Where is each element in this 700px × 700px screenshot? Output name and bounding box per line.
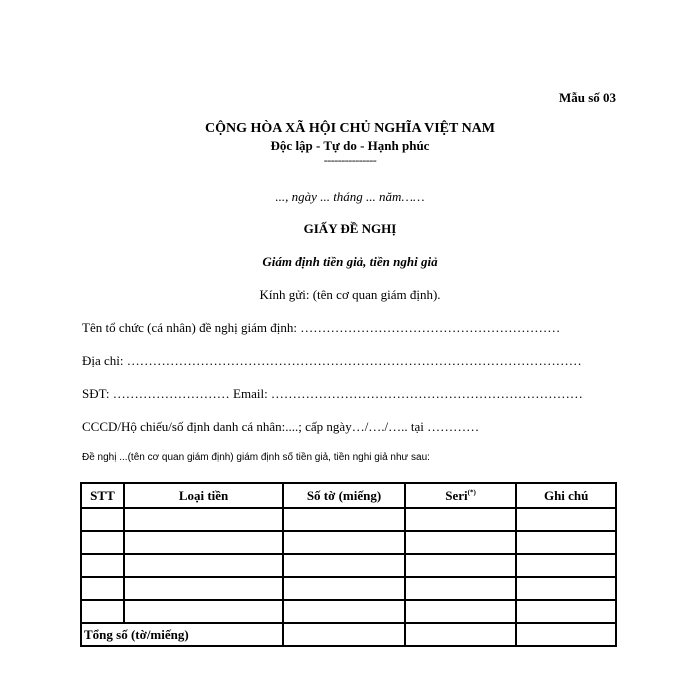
table-row xyxy=(81,554,616,577)
national-title: CỘNG HÒA XÃ HỘI CHỦ NGHĨA VIỆT NAM xyxy=(204,121,495,136)
table-cell[interactable] xyxy=(124,531,283,554)
form-number: Mẫu số 03 xyxy=(558,90,616,105)
table-cell[interactable] xyxy=(81,531,124,554)
table-cell[interactable] xyxy=(405,508,517,531)
table-cell[interactable] xyxy=(81,554,124,577)
table-cell[interactable] xyxy=(283,554,405,577)
table-cell[interactable] xyxy=(124,554,283,577)
total-notes-cell[interactable] xyxy=(516,623,616,646)
national-motto: Độc lập - Tự do - Hạnh phúc xyxy=(270,138,430,153)
table-header-row xyxy=(81,483,616,508)
table-cell[interactable] xyxy=(124,508,283,531)
request-statement: Đề nghị ...(tên cơ quan giám định) giám định số tiền giả, tiền nghi giả như sau: xyxy=(82,452,430,463)
header-serial: Seri(*) xyxy=(405,483,517,508)
table-cell[interactable] xyxy=(405,531,517,554)
document-title: GIẤY ĐỀ NGHỊ xyxy=(303,221,397,236)
table-cell[interactable] xyxy=(405,600,517,623)
table-cell[interactable] xyxy=(516,600,616,623)
table-cell[interactable] xyxy=(283,531,405,554)
header-notes: Ghi chú xyxy=(516,483,616,508)
header-sheet-count: Số tờ (miếng) xyxy=(283,483,405,508)
org-name-field: Tên tổ chức (cá nhân) đề nghị giám định: …………………………………………………… xyxy=(82,320,561,335)
table-cell[interactable] xyxy=(516,554,616,577)
table-cell[interactable] xyxy=(405,554,517,577)
recipient-line: Kính gửi: (tên cơ quan giám định). xyxy=(259,287,441,302)
table-cell[interactable] xyxy=(283,600,405,623)
address-field: Địa chỉ: …………………………………………………………………………………………… xyxy=(82,353,582,368)
total-serial-cell[interactable] xyxy=(405,623,517,646)
table-cell[interactable] xyxy=(283,508,405,531)
date-line: ..., ngày ... tháng ... năm…… xyxy=(275,189,425,204)
total-label: Tổng số (tờ/miếng) xyxy=(81,623,283,646)
total-sheet-count-cell[interactable] xyxy=(283,623,405,646)
currency-table xyxy=(80,482,617,647)
header-currency-type: Loại tiền xyxy=(124,483,283,508)
table-row xyxy=(81,577,616,600)
table-total-row xyxy=(81,623,616,646)
table-cell[interactable] xyxy=(81,577,124,600)
table-cell[interactable] xyxy=(81,600,124,623)
table-row xyxy=(81,531,616,554)
table-row xyxy=(81,600,616,623)
table-cell[interactable] xyxy=(405,577,517,600)
table-cell[interactable] xyxy=(81,508,124,531)
document-subtitle: Giám định tiền giả, tiền nghi giả xyxy=(262,254,438,269)
phone-email-field: SĐT: ……………………… Email: ……………………………………………………………… xyxy=(82,386,583,401)
table-cell[interactable] xyxy=(516,508,616,531)
table-cell[interactable] xyxy=(124,600,283,623)
header-separator: --------------- xyxy=(323,153,377,167)
table-row xyxy=(81,508,616,531)
table-cell[interactable] xyxy=(516,531,616,554)
id-info-field: CCCD/Hộ chiếu/số định danh cá nhân:....; cấp ngày…/…./….. tại ………… xyxy=(82,419,480,434)
header-stt: STT xyxy=(81,483,124,508)
table-cell[interactable] xyxy=(283,577,405,600)
serial-footnote-mark: (*) xyxy=(467,488,476,497)
table-cell[interactable] xyxy=(124,577,283,600)
table-cell[interactable] xyxy=(516,577,616,600)
